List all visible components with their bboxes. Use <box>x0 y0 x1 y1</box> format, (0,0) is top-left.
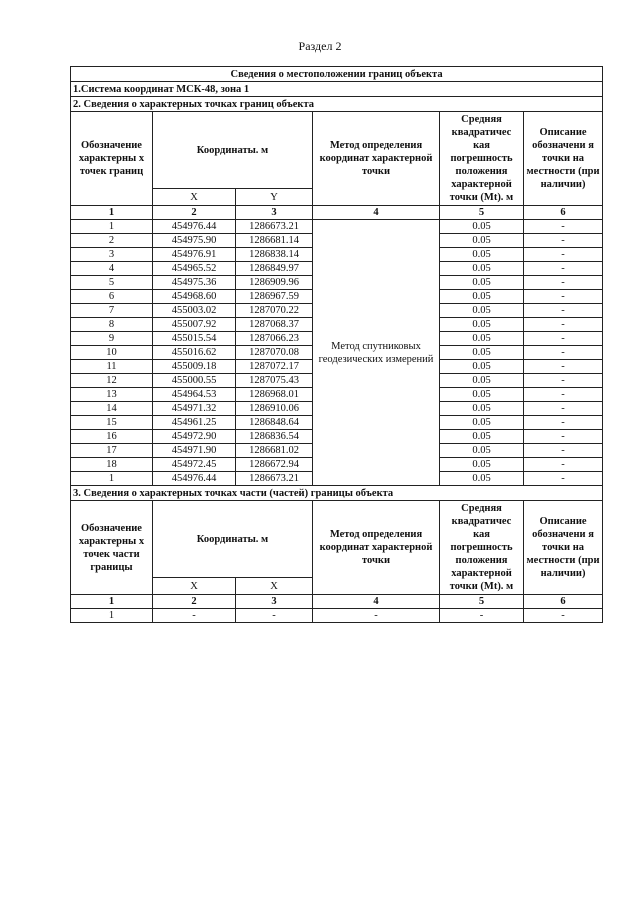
coord-system: 1.Система координат МСК-48, зона 1 <box>71 82 603 97</box>
point-description: - <box>524 472 603 486</box>
point-number: 10 <box>71 346 153 360</box>
point-x: 455015.54 <box>153 332 236 346</box>
point-description: - <box>524 234 603 248</box>
part3-header-coords: Координаты. м <box>153 501 313 578</box>
point-error: 0.05 <box>440 374 524 388</box>
point-number: 15 <box>71 416 153 430</box>
point-description: - <box>524 360 603 374</box>
point-number: 1 <box>71 472 153 486</box>
part3-cell-desc: - <box>524 609 603 623</box>
point-error: 0.05 <box>440 234 524 248</box>
boundary-table <box>70 66 603 623</box>
point-error: 0.05 <box>440 290 524 304</box>
part3-colnum-2: 2 <box>153 595 236 609</box>
point-number: 1 <box>71 220 153 234</box>
header-method: Метод определения координат характерной точки <box>313 112 440 206</box>
point-error: 0.05 <box>440 458 524 472</box>
point-y: 1286673.21 <box>236 220 313 234</box>
point-error: 0.05 <box>440 472 524 486</box>
part3-header-method: Метод определения координат характерной точки <box>313 501 440 595</box>
point-number: 7 <box>71 304 153 318</box>
point-x: 454965.52 <box>153 262 236 276</box>
part3-cell-method: - <box>313 609 440 623</box>
point-error: 0.05 <box>440 360 524 374</box>
point-error: 0.05 <box>440 346 524 360</box>
point-x: 454976.91 <box>153 248 236 262</box>
header-x: X <box>153 189 236 206</box>
point-x: 454971.32 <box>153 402 236 416</box>
point-description: - <box>524 416 603 430</box>
point-y: 1286848.64 <box>236 416 313 430</box>
point-y: 1286681.02 <box>236 444 313 458</box>
point-x: 454964.53 <box>153 388 236 402</box>
point-x: 454975.90 <box>153 234 236 248</box>
point-description: - <box>524 290 603 304</box>
point-x: 455016.62 <box>153 346 236 360</box>
point-error: 0.05 <box>440 262 524 276</box>
point-x: 454961.25 <box>153 416 236 430</box>
colnum-3: 3 <box>236 206 313 220</box>
point-description: - <box>524 458 603 472</box>
point-y: 1286909.96 <box>236 276 313 290</box>
point-number: 6 <box>71 290 153 304</box>
point-error: 0.05 <box>440 304 524 318</box>
point-number: 4 <box>71 262 153 276</box>
point-y: 1286967.59 <box>236 290 313 304</box>
point-description: - <box>524 332 603 346</box>
point-x: 454975.36 <box>153 276 236 290</box>
point-description: - <box>524 374 603 388</box>
part3-cell-y: - <box>236 609 313 623</box>
point-description: - <box>524 304 603 318</box>
point-error: 0.05 <box>440 248 524 262</box>
point-y: 1286910.06 <box>236 402 313 416</box>
point-description: - <box>524 248 603 262</box>
point-y: 1286673.21 <box>236 472 313 486</box>
part3-cell-n: 1 <box>71 609 153 623</box>
part3-colnum-4: 4 <box>313 595 440 609</box>
point-number: 12 <box>71 374 153 388</box>
part3-header-x: X <box>153 578 236 595</box>
point-number: 3 <box>71 248 153 262</box>
header-y: Y <box>236 189 313 206</box>
point-description: - <box>524 346 603 360</box>
point-x: 454972.45 <box>153 458 236 472</box>
part3-header-y: X <box>236 578 313 595</box>
point-description: - <box>524 262 603 276</box>
point-number: 13 <box>71 388 153 402</box>
part3-colnum-5: 5 <box>440 595 524 609</box>
part3-colnum-1: 1 <box>71 595 153 609</box>
point-y: 1287066.23 <box>236 332 313 346</box>
table-title: Сведения о местоположении границ объекта <box>71 67 603 82</box>
point-number: 8 <box>71 318 153 332</box>
point-error: 0.05 <box>440 444 524 458</box>
method-cell: Метод спутниковых геодезических измерений <box>313 220 440 486</box>
part3-header-description: Описание обозначени я точки на местности (при наличии) <box>524 501 603 595</box>
point-error: 0.05 <box>440 388 524 402</box>
point-description: - <box>524 402 603 416</box>
header-designation: Обозначение характерны х точек границ <box>71 112 153 206</box>
point-error: 0.05 <box>440 402 524 416</box>
point-y: 1286681.14 <box>236 234 313 248</box>
point-number: 17 <box>71 444 153 458</box>
point-y: 1286838.14 <box>236 248 313 262</box>
point-error: 0.05 <box>440 276 524 290</box>
point-x: 454972.90 <box>153 430 236 444</box>
point-number: 18 <box>71 458 153 472</box>
point-error: 0.05 <box>440 332 524 346</box>
point-x: 454976.44 <box>153 472 236 486</box>
header-coords: Координаты. м <box>153 112 313 189</box>
section-label: Раздел 2 <box>298 39 342 53</box>
point-number: 14 <box>71 402 153 416</box>
point-error: 0.05 <box>440 220 524 234</box>
colnum-4: 4 <box>313 206 440 220</box>
point-description: - <box>524 318 603 332</box>
point-y: 1286836.54 <box>236 430 313 444</box>
point-description: - <box>524 444 603 458</box>
header-description: Описание обозначени я точки на местности (при наличии) <box>524 112 603 206</box>
point-y: 1286672.94 <box>236 458 313 472</box>
point-y: 1287072.17 <box>236 360 313 374</box>
point-number: 2 <box>71 234 153 248</box>
point-description: - <box>524 388 603 402</box>
part3-colnum-3: 3 <box>236 595 313 609</box>
point-x: 455003.02 <box>153 304 236 318</box>
point-number: 11 <box>71 360 153 374</box>
point-y: 1286968.01 <box>236 388 313 402</box>
point-error: 0.05 <box>440 430 524 444</box>
colnum-2: 2 <box>153 206 236 220</box>
header-error: Средняя квадратичес кая погрешность положения характерной точки (Mt). м <box>440 112 524 206</box>
point-x: 455000.55 <box>153 374 236 388</box>
point-number: 16 <box>71 430 153 444</box>
point-x: 454968.60 <box>153 290 236 304</box>
part3-header-error: Средняя квадратичес кая погрешность положения характерной точки (Mt). м <box>440 501 524 595</box>
colnum-6: 6 <box>524 206 603 220</box>
point-description: - <box>524 276 603 290</box>
point-number: 5 <box>71 276 153 290</box>
part3-colnum-6: 6 <box>524 595 603 609</box>
point-y: 1287068.37 <box>236 318 313 332</box>
point-error: 0.05 <box>440 416 524 430</box>
column-numbers-row <box>71 206 603 220</box>
part3-column-numbers-row <box>71 595 603 609</box>
part3-cell-x: - <box>153 609 236 623</box>
point-number: 9 <box>71 332 153 346</box>
part3-cell-mt: - <box>440 609 524 623</box>
point-y: 1287070.08 <box>236 346 313 360</box>
colnum-5: 5 <box>440 206 524 220</box>
point-x: 455007.92 <box>153 318 236 332</box>
part2-title: 2. Сведения о характерных точках границ объекта <box>71 97 603 112</box>
point-description: - <box>524 220 603 234</box>
point-x: 455009.18 <box>153 360 236 374</box>
point-y: 1286849.97 <box>236 262 313 276</box>
point-x: 454976.44 <box>153 220 236 234</box>
part3-header-designation: Обозначение характерны х точек части границы <box>71 501 153 595</box>
point-y: 1287075.43 <box>236 374 313 388</box>
point-description: - <box>524 430 603 444</box>
colnum-1: 1 <box>71 206 153 220</box>
part3-title: 3. Сведения о характерных точках части (частей) границы объекта <box>71 486 603 501</box>
point-y: 1287070.22 <box>236 304 313 318</box>
table-row <box>71 220 603 234</box>
point-x: 454971.90 <box>153 444 236 458</box>
table-row <box>71 609 603 623</box>
point-error: 0.05 <box>440 318 524 332</box>
